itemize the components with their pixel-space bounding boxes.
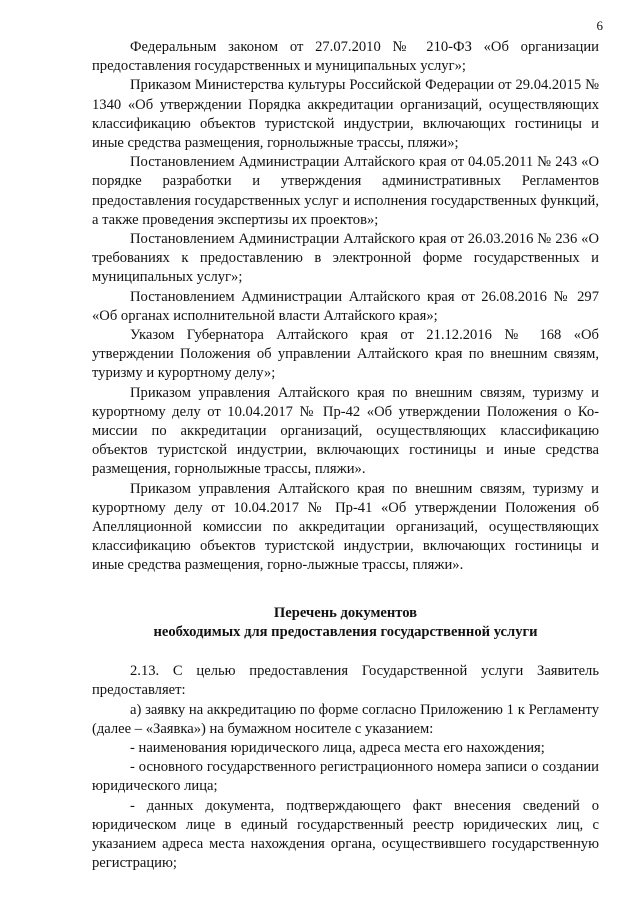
section-heading-line2: необходимых для предоставления государственной услуги xyxy=(153,623,538,640)
clause-subitem-a: а) заявку на аккредитацию по форме согласно Приложению 1 к Регламенту (далее – «Заявка») на бумажном носителе с указанием: xyxy=(92,701,599,737)
legal-basis-item: Указом Губернатора Алтайского края от 21.12.2016 № 168 «Об утверждении Положения об управлении Алтайского края по внешним связям, туризму и курортному делу»; xyxy=(92,327,599,382)
legal-basis-item: Приказом управления Алтайского края по внешним связям, туризму и курортному делу от 10.04.2017 № Пр-42 «Об утверждении Положения о Ко-миссии по аккредитации организаций, осуществляющих классификацию объектов туристской индустрии, включающих гостиницы и иные средства размещения, горнолыжные трассы, пляжи». xyxy=(92,384,599,478)
spacer xyxy=(92,576,599,604)
section-heading-line1: Перечень документов xyxy=(273,604,418,621)
legal-basis-item: Приказом Министерства культуры Российской Федерации от 29.04.2015 № 1340 «Об утверждении Порядка аккредитации организаций, осуществляющих классификацию объектов туристской индустрии, включающих гостиницы и иные средства размещения, горнолыжные трассы, пляжи»; xyxy=(92,77,599,152)
clause-list-item: - основного государственного регистрационного номера записи о создании юридического лица; xyxy=(92,759,599,795)
spacer xyxy=(92,642,599,662)
page-number: 6 xyxy=(596,18,603,33)
legal-basis-item: Постановлением Администрации Алтайского края от 26.03.2016 № 236 «О требованиях к предоставлению в электронной форме государственных и муниципальных услуг»; xyxy=(92,231,599,286)
legal-basis-item: Приказом управления Алтайского края по внешним связям, туризму и курортному делу от 10.04.2017 № Пр-41 «Об утверждении Положения об Апелляционной комиссии по аккредитации организаций, осуществляющих классификацию объектов туристской индустрии, включающих гостиницы и иные средства размещения, горно-лыжные трассы, пляжи». xyxy=(92,480,599,574)
legal-basis-item: Постановлением Администрации Алтайского края от 26.08.2016 № 297 «Об органах исполнительной власти Алтайского края»; xyxy=(92,288,599,324)
clause-list-item: - наименования юридического лица, адреса места его нахождения; xyxy=(130,739,545,756)
clause-list-item: - данных документа, подтверждающего факт внесения сведений о юридическом лице в единый государственный реестр юридических лиц, с указанием адреса места нахождения органа, осуществившего государственную регистрацию; xyxy=(92,797,599,872)
legal-basis-item: Постановлением Администрации Алтайского края от 04.05.2011 № 243 «О порядке разработки и утверждения административных Регламентов предоставления государственных услуг и исполнения государственных функций, а также проведения экспертизы их проектов»; xyxy=(92,154,599,228)
document-body xyxy=(92,38,599,873)
clause-paragraph: 2.13. С целью предоставления Государственной услуги Заявитель предоставляет: xyxy=(92,663,599,699)
legal-basis-item: Федеральным законом от 27.07.2010 № 210-ФЗ «Об организации предоставления государственных и муниципальных услуг»; xyxy=(92,39,599,75)
